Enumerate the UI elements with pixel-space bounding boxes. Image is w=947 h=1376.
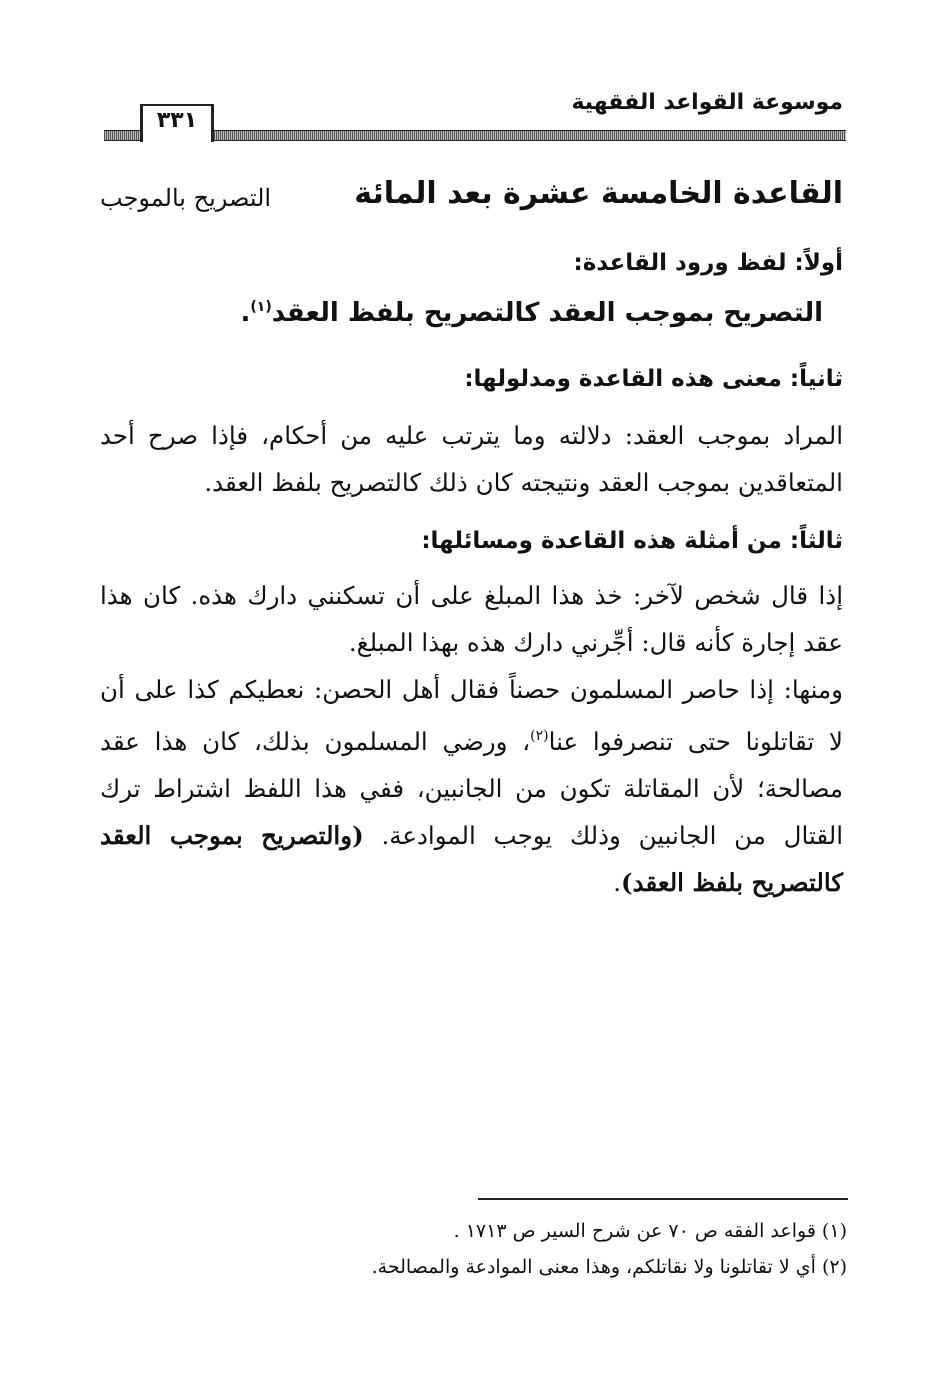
- paragraph-meaning: المراد بموجب العقد: دلالته وما يترتب عليه من أحكام، فإذا صرح أحد المتعاقدين بموجب العقد ونتيجته كان ذلك كالتصريح بلفظ العقد.: [100, 421, 843, 497]
- paragraph-example-2-end: .: [613, 868, 622, 897]
- page-number-box: [140, 104, 214, 142]
- paragraph-example-2-start: ومنها: إذا حاصر المسلمون حصناً فقال أهل الحصن: نعطيكم كذا على أن لا تقاتلونا حتى تنصرفوا عنا: [100, 675, 843, 756]
- footnote-1: (١) قواعد الفقه ص ٧٠ عن شرح السير ص ١٧١٣ .: [453, 1220, 847, 1242]
- paragraph-example-2: [100, 666, 843, 906]
- rule-name: التصريح بالموجب: [100, 184, 272, 212]
- rule-statement: [241, 298, 824, 328]
- section-heading-third: ثالثاً: من أمثلة هذه القاعدة ومسائلها:: [421, 528, 843, 554]
- footnote-separator: [478, 1198, 848, 1200]
- footnote-marker-1: (١): [250, 299, 272, 315]
- header-rule: [104, 130, 846, 141]
- footnote-2: (٢) أي لا تقاتلونا ولا نقاتلكم، وهذا معنى الموادعة والمصالحة.: [371, 1256, 847, 1278]
- rule-title: القاعدة الخامسة عشرة بعد المائة: [354, 176, 843, 211]
- paragraph-example-1: إذا قال شخص لآخر: خذ هذا المبلغ على أن تسكنني دارك هذه. كان هذا عقد إجارة كأنه قال: أجِّرني دارك هذه بهذا المبلغ.: [100, 581, 843, 657]
- rule-statement-text: التصريح بموجب العقد كالتصريح بلفظ العقد: [271, 298, 823, 328]
- running-header-title: موسوعة القواعد الفقهية: [571, 90, 843, 115]
- paragraph-example-2-middle: ، ورضي المسلمون بذلك، كان هذا عقد مصالحة؛ لأن المقاتلة تكون من الجانبين، ففي هذا اللفظ اشتراط ترك القتال من الجانبين وذلك يوجب الموادعة.: [100, 727, 843, 850]
- page-number: ٣٣١: [156, 108, 198, 133]
- section-heading-second: ثانياً: معنى هذه القاعدة ومدلولها:: [464, 366, 843, 392]
- rule-statement-end: .: [240, 298, 251, 328]
- section-heading-first: أولاً: لفظ ورود القاعدة:: [573, 250, 843, 276]
- paragraph-example-2-rule-quote: (والتصريح بموجب العقد كالتصريح بلفظ العقد): [100, 821, 843, 897]
- footnote-marker-2: (٢): [530, 728, 549, 744]
